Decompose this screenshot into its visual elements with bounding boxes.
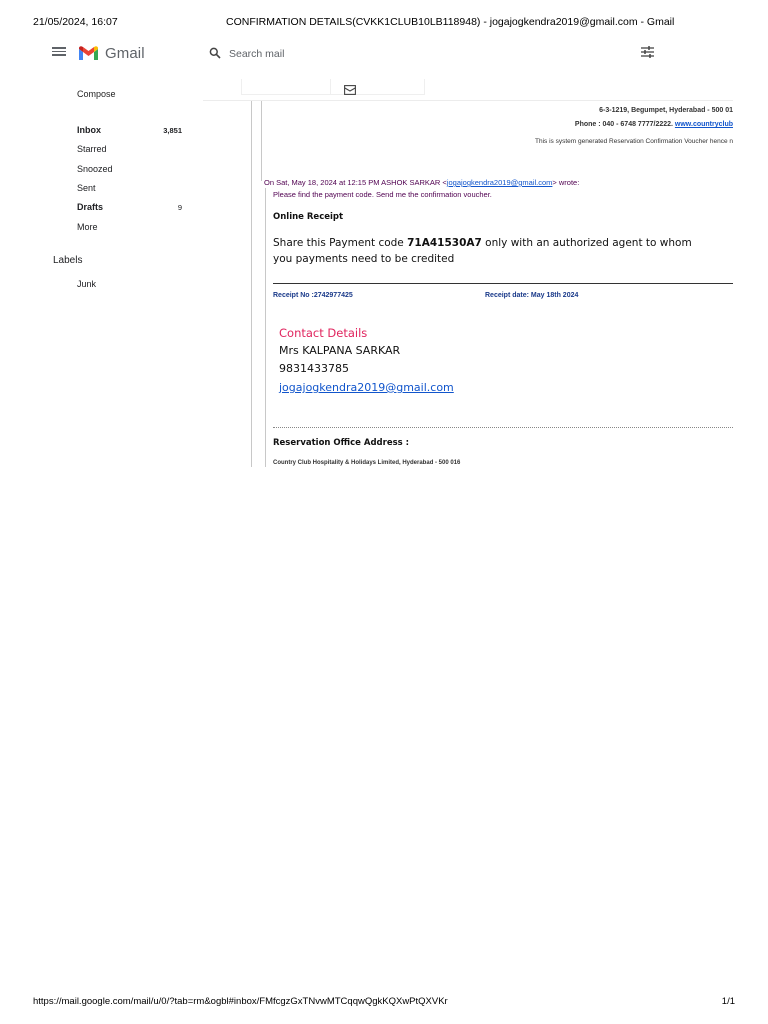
sidebar-item-label: More — [77, 222, 98, 232]
search-bar — [209, 44, 649, 64]
sidebar-item-sent[interactable] — [77, 183, 187, 196]
label-item-junk[interactable]: Junk — [77, 279, 97, 289]
sidebar-item-more[interactable] — [77, 222, 187, 235]
sidebar-item-label: Sent — [77, 183, 96, 193]
quote-email-link[interactable]: jogajogkendra2019@gmail.com — [446, 178, 553, 187]
system-note: This is system generated Reservation Confirmation Voucher hence n — [535, 138, 733, 145]
gmail-wordmark: Gmail — [105, 45, 145, 62]
payment-code: 71A41530A7 — [407, 237, 482, 249]
reservation-office-address: Country Club Hospitality & Holidays Limited, Hyderabad - 500 016 — [273, 460, 461, 466]
reservation-office-heading: Reservation Office Address : — [273, 438, 410, 448]
receipt-number: Receipt No :2742977425 — [273, 292, 353, 299]
gmail-m-icon — [78, 45, 99, 61]
sidebar-item-label: Inbox — [77, 125, 101, 135]
website-link[interactable]: www.countryclub — [674, 121, 733, 128]
share-pre: Share this Payment code — [273, 237, 404, 249]
contact-name: Mrs KALPANA SARKAR — [279, 344, 401, 357]
payment-code-text — [273, 235, 713, 267]
sidebar-item-inbox[interactable] — [77, 125, 187, 138]
sidebar-item-label: Starred — [77, 144, 107, 154]
online-receipt-heading: Online Receipt — [273, 212, 344, 222]
contact-email-link[interactable]: jogajogkendra2019@gmail.com — [279, 381, 454, 394]
sidebar-item-label: Snoozed — [77, 164, 113, 174]
quote-suffix: > wrote: — [552, 178, 580, 187]
quote-prefix: On Sat, May 18, 2024 at 12:15 PM ASHOK SARKAR < — [264, 178, 447, 187]
contact-details-heading: Contact Details — [279, 326, 368, 340]
quote-header — [264, 178, 579, 187]
sidebar-item-drafts[interactable] — [77, 202, 187, 215]
toolbar-segment — [241, 79, 425, 95]
move-to-inbox-icon[interactable] — [344, 82, 356, 92]
print-page-number: 1/1 — [721, 996, 735, 1007]
search-input[interactable] — [229, 44, 529, 64]
receipt-date: Receipt date: May 18th 2024 — [485, 292, 579, 299]
main-menu-icon[interactable] — [52, 46, 66, 60]
print-footer — [33, 996, 735, 1010]
hotel-phone — [575, 121, 733, 128]
divider — [273, 283, 733, 284]
print-title: CONFIRMATION DETAILS(CVKK1CLUB10LB118948) - jogajogkendra2019@gmail.com - Gmail — [226, 16, 675, 28]
message-body — [251, 101, 733, 467]
sidebar-item-snoozed[interactable] — [77, 164, 187, 177]
sidebar-item-starred[interactable] — [77, 144, 187, 157]
message-toolbar — [203, 79, 733, 101]
share-post: only with an authorized agent to whom you payments need to be credited — [273, 237, 692, 265]
contact-phone: 9831433785 — [279, 362, 349, 375]
draft-count: 9 — [177, 203, 182, 212]
labels-heading: Labels — [53, 255, 83, 266]
sidebar — [0, 84, 200, 304]
print-header — [33, 16, 735, 30]
unread-count: 3,851 — [163, 126, 182, 135]
search-options-icon[interactable] — [640, 45, 655, 59]
compose-button[interactable]: Compose — [77, 89, 116, 99]
print-date: 21/05/2024, 16:07 — [33, 16, 118, 28]
search-icon[interactable] — [209, 47, 221, 59]
gmail-header — [0, 40, 768, 68]
hotel-address: 6-3-1219, Begumpet, Hyderabad - 500 01 — [599, 107, 733, 114]
quote-body: Please find the payment code. Send me the confirmation voucher. — [273, 190, 492, 199]
dotted-divider — [273, 427, 733, 428]
sidebar-item-label: Drafts — [77, 202, 104, 212]
phone-text: Phone : 040 - 6748 7777/2222. — [574, 121, 673, 128]
print-url: https://mail.google.com/mail/u/0/?tab=rm&ogbl#inbox/FMfcgzGxTNvwMTCqqwQgkKQXwPtQXVKr — [33, 996, 448, 1007]
